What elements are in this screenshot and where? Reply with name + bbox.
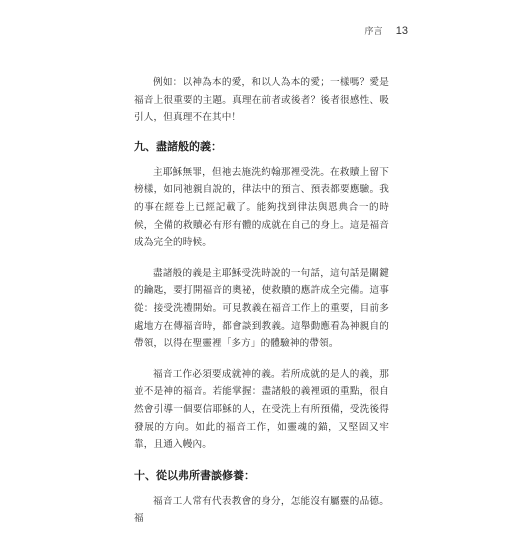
paragraph-intro-example: 例如：以神為本的愛，和以人為本的愛；一樣嗎？愛是福音上很重要的主題。真理在前者或後者？後者很感性、吸引人，但真理不在其中！: [134, 77, 389, 124]
page-number: 13: [395, 25, 408, 37]
section-heading-10: 十、從以弗所書談修養：: [134, 468, 255, 482]
paragraph-gospel-worker: 福音工人常有代表教會的身分，怎能沒有屬靈的品德。福: [134, 495, 389, 525]
paragraph-gospel-work: 福音工作必須要成就神的義。若所成就的是人的義，那並不是神的福音。若能掌握：盡諸般的義裡頭的重點，很自然會引導一個要信耶穌的人，在受洗上有所預備，受洗後得發展的方向。如此的福音工作，如靈魂的錨，又堅固又牢靠，且通入幔內。: [134, 368, 389, 451]
page-header: [365, 24, 408, 37]
paragraph-baptism: 主耶穌無罪，但祂去施洗約翰那裡受洗。在救贖上留下榜樣，如同祂親自說的，律法中的預言、預表都要應驗。我的事在經卷上已經記載了。能夠找到律法與恩典合一的時候，全備的救贖必有形有體的成就在自己的身上。這是福音成為完全的時候。: [134, 166, 389, 249]
paragraph-righteousness-key: 盡諸般的義是主耶穌受洗時說的一句話，這句話是關鍵的鑰匙，要打開福音的奧祕，使救贖的應許成全完備。這事從：接受洗禮開始。可見教義在福音工作上的重要，目前多處地方在傳福音時，都會談到教義。這舉動應看為神親自的帶領，以得在聖靈裡「多方」的體驗神的帶領。: [134, 267, 389, 350]
page-body: [134, 74, 389, 541]
chapter-title: 序言: [364, 27, 383, 37]
section-heading-9: 九、盡諸般的義：: [134, 139, 222, 153]
